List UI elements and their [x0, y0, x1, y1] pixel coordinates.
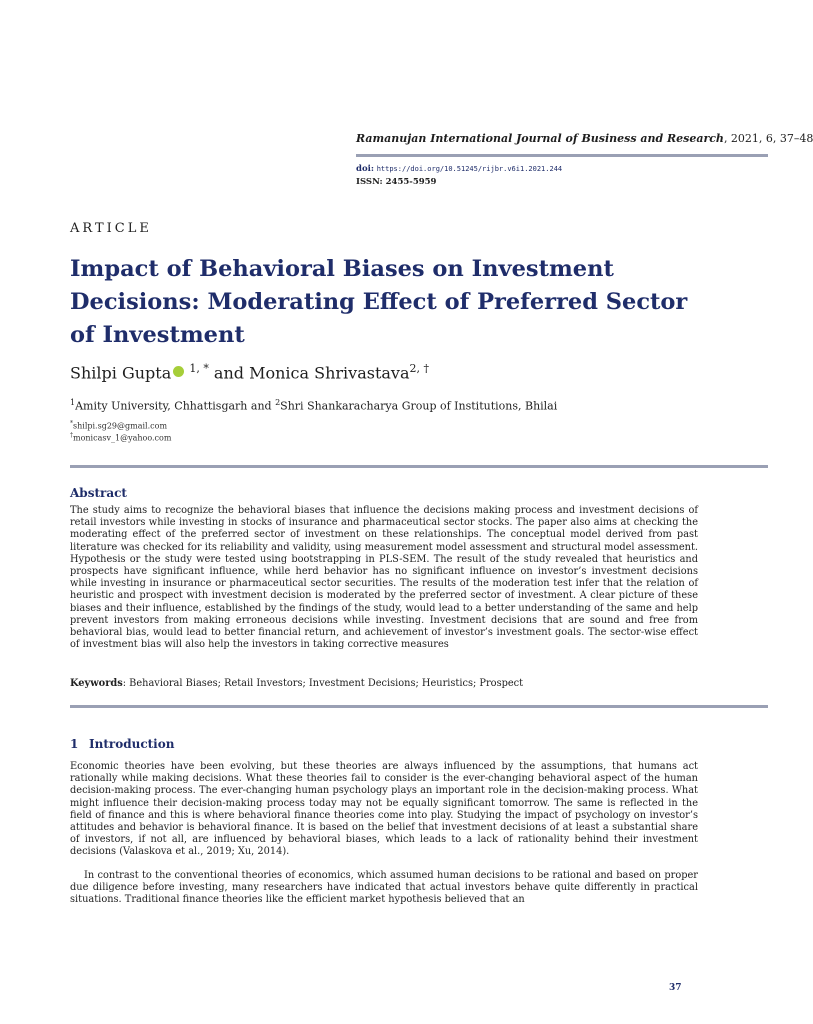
affiliations [70, 398, 557, 413]
keywords-divider [70, 705, 768, 708]
author-email-1 [70, 420, 167, 431]
author-1-marks: 1, * [189, 362, 209, 375]
email-mark: * [70, 420, 73, 427]
doi-link[interactable]: https://doi.org/10.51245/rijbr.v6i1.2021.244 [376, 165, 563, 173]
affiliation-1: Amity University, Chhattisgarh and [75, 399, 276, 413]
section-number: 1 [70, 737, 79, 751]
section-title: Introduction [89, 737, 175, 751]
abstract-divider [70, 465, 768, 468]
article-type-label: ARTICLE [70, 221, 152, 236]
email-address[interactable]: shilpi.sg29@gmail.com [73, 421, 168, 431]
affiliation-2: Shri Shankaracharya Group of Institutions, Bhilai [280, 399, 558, 413]
abstract-text: The study aims to recognize the behavioral biases that influence the decisions making process and investment decisions of retail investors while investing in stocks of insurance and pharmaceutical sector stocks. The paper also aims at checking the moderating effect of the preferred sector of investment on these relationships. The conceptual model derived from past literature was checked for its reliability and validity, using measurement model assessment and structural model assessment. Hypothesis or the study were tested using bootstrapping in PLS-SEM. The result of the study revealed that heuristics and prospects have significant influence, while herd behavior has no significant influence on investor’s investment decisions while investing in insurance or pharmaceutical sector securities. The results of the moderation test infer that the relation of heuristic and prospect with investment decision is moderated by the preferred sector of investment. A clear picture of these biases and their influence, established by the findings of the study, would lead to a better understanding of the same and help prevent investors from making erroneous decisions while investing. Investment decisions that are sound and free from behavioral bias, would lead to better financial return, and achievement of investor’s investment goals. The sector-wise effect of investment bias will also help the investors in taking corrective measures [70, 505, 698, 651]
doi-label: doi: [356, 164, 374, 174]
author-2-marks: 2, † [409, 362, 429, 375]
journal-name: Ramanujan International Journal of Business and Research [356, 132, 724, 145]
author-line [70, 362, 429, 382]
keywords-label: Keywords [70, 678, 123, 689]
author-name-2: Monica Shrivastava [249, 363, 410, 383]
keywords-values: : Behavioral Biases; Retail Investors; Investment Decisions; Heuristics; Prospect [122, 678, 524, 689]
intro-paragraph-1: Economic theories have been evolving, but these theories are always influenced by the assumptions, that humans act rationally while making decisions. What these theories fail to consider is the ever-changing behavioral aspect of the human decision-making process. The ever-changing human psychology plays an important role in the decision-making process. What might influence their decision-making process today may not be equally significant tomorrow. The same is reflected in the field of finance and this is where behavioral finance theories come into play. Studying the impact of psychology on investor’s attitudes and behavior is behavioral finance. It is based on the belief that investment decisions of at least a substantial share of investors, if not all, are influenced by behavioral biases, which leads to a lack of rationality behind their investment decisions (Valaskova et al., 2019; Xu, 2014). [70, 761, 698, 858]
affiliation-mark-1: 1 [70, 398, 76, 407]
paper-title: Impact of Behavioral Biases on Investment Decisions: Moderating Effect of Preferred Sector of Investment [70, 256, 688, 348]
affiliation-mark-2: 2 [275, 398, 281, 407]
intro-paragraph-2: In contrast to the conventional theories of economics, which assumed human decisions to be rational and based on proper due diligence before investing, many researchers have indicated that actual investors behave quite differently in practical situations. Traditional finance theories like the efficient market hypothesis believed that an [70, 870, 698, 906]
journal-volume-pages: , 2021, 6, 37–48 [723, 132, 813, 145]
email-mark: † [70, 432, 73, 439]
keywords-line [70, 678, 523, 689]
issn: ISSN: 2455-5959 [356, 177, 437, 187]
author-email-2 [70, 432, 171, 443]
email-address[interactable]: monicasv_1@yahoo.com [73, 433, 172, 443]
author-connector: and [208, 363, 250, 383]
header-divider [356, 154, 768, 157]
doi-line [356, 164, 562, 174]
orcid-icon[interactable] [173, 366, 184, 377]
abstract-heading: Abstract [70, 486, 127, 500]
journal-citation [356, 132, 813, 145]
section-heading-introduction [70, 737, 174, 751]
page-number: 37 [669, 983, 682, 993]
author-name-1: Shilpi Gupta [70, 363, 172, 383]
